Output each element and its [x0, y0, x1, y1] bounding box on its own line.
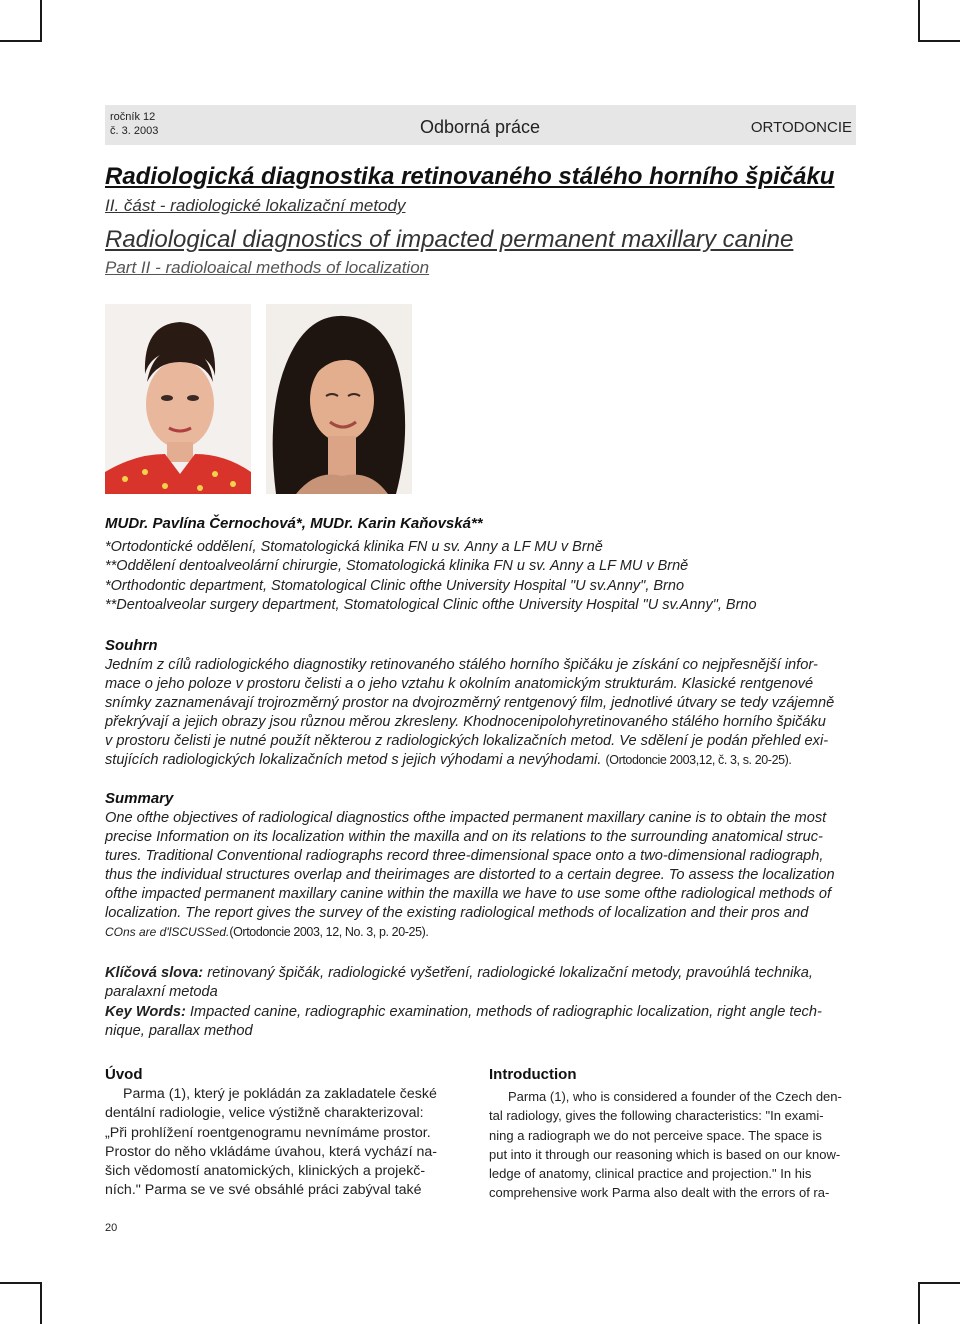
text-line: tal radiology, gives the following characteristics: "In exami- [489, 1108, 824, 1124]
author-photo-2 [266, 304, 412, 494]
keywords-cz-text: retinovaný špičák, radiologické vyšetření, radiologické lokalizační metody, pravoúhlá technika, [203, 965, 813, 981]
text-line: snímky zaznamenávají trojrozměrný prostor na dvojrozměrný rentgenový film, jednotlivé útvary se tedy vzájemně [105, 695, 835, 711]
volume-label: ročník 12 [110, 111, 156, 123]
text-line: „Při prohlížení roentgenogramu nevnímáme prostor. [105, 1124, 431, 1141]
section-label: Odborná práce [419, 117, 541, 137]
text-line: precise Information on its localization within the maxilla and on its relations to the surrounding anatomical struc- [105, 829, 823, 845]
affiliation-4: **Dentoalveolar surgery department, Stomatological Clinic ofthe University Hospital "U sv.Anny", Brno [105, 597, 757, 613]
crop-mark [0, 40, 42, 42]
text-line: mace o jeho poloze v prostoru čelisti a o jeho vztahu k okolním anatomickým strukturám. Klasické rentgenové [105, 676, 814, 692]
article-subtitle-en: Part II - radioloaical methods of localization [105, 258, 430, 277]
summary-text [105, 809, 885, 942]
article-title-en: Radiological diagnostics of impacted permanent maxillary canine [105, 226, 794, 253]
keywords-en-text-cont: nique, parallax method [105, 1023, 253, 1039]
article-subtitle-cz: II. část - radiologické lokalizační metody [105, 196, 406, 215]
souhrn-citation: (Ortodoncie 2003,12, č. 3, s. 20-25). [605, 753, 792, 767]
text-line: stujících radiologických lokalizačních metod s jejich výhodami a nevýhodami. [105, 752, 602, 768]
text-line: COns are d'lSCUSSed. [105, 925, 230, 939]
crop-mark [40, 0, 42, 42]
text-line: localization. The report gives the survey of the existing radiological methods of localization and their pros and [105, 905, 809, 921]
journal-name: ORTODONCIE [750, 119, 852, 136]
summary-heading: Summary [105, 790, 174, 807]
text-line: put into it through our reasoning which is based on our know- [489, 1146, 841, 1162]
summary-citation: (Ortodoncie 2003, 12, No. 3, p. 20-25). [229, 925, 429, 939]
keywords-cz-text-cont: paralaxní metoda [105, 984, 218, 1000]
souhrn-text [105, 656, 885, 770]
crop-mark [40, 1282, 42, 1324]
text-line: Prostor do něho vkládáme úvahou, která vychází na- [105, 1143, 438, 1160]
text-line: comprehensive work Parma also dealt with the errors of ra- [489, 1185, 830, 1201]
text-line: thus the individual structures overlap and theirimages are distorted to a certain degree. To assess the localization [105, 867, 835, 883]
keywords-en-text: Impacted canine, radiographic examination, methods of radiographic localization, right angle tech- [185, 1004, 822, 1020]
text-line: Parma (1), who is considered a founder of the Czech den- [508, 1089, 842, 1104]
crop-mark [918, 1282, 960, 1284]
keywords-en [105, 1003, 885, 1041]
text-line: dentální radiologie, velice výstižně charakterizoval: [105, 1105, 424, 1122]
page-number: 20 [105, 1222, 118, 1234]
text-line: ofthe impacted permanent maxillary canine within the maxilla we have to use some ofthe radiological methods of [105, 886, 832, 902]
uvod-heading: Úvod [105, 1066, 143, 1083]
souhrn-heading: Souhrn [105, 637, 158, 654]
author-photo-1 [105, 304, 251, 494]
text-line: Jedním z cílů radiologického diagnostiky retinovaného stálého horního špičáku je získání co nejpřesnější infor- [105, 657, 818, 673]
uvod-text [105, 1085, 470, 1201]
article-title-cz: Radiologická diagnostika retinovaného stálého horního špičáku [105, 163, 835, 190]
issue-label: č. 3. 2003 [110, 125, 159, 137]
affiliation-2: **Oddělení dentoalveolární chirurgie, Stomatologická klinika FN u sv. Anny a LF MU v Brně [105, 558, 689, 574]
keywords-cz-label: Klíčová slova: [105, 965, 204, 981]
keywords-en-label: Key Words: [105, 1004, 186, 1020]
crop-mark [918, 0, 920, 42]
text-line: šich vědomostí anatomických, klinických a projekč- [105, 1163, 426, 1180]
introduction-heading: Introduction [489, 1066, 577, 1083]
author-list: MUDr. Pavlína Černochová*, MUDr. Karin Kaňovská** [105, 515, 483, 532]
affiliation-1: *Ortodontické oddělení, Stomatologická klinika FN u sv. Anny a LF MU v Brně [105, 539, 603, 555]
keywords-cz [105, 964, 885, 1002]
crop-mark [918, 1282, 920, 1324]
affiliation-3: *Orthodontic department, Stomatological Clinic ofthe University Hospital "U sv.Anny", Brno [105, 578, 685, 594]
text-line: v prostoru čelisti je nutné použít některou z radiologických lokalizačních metod. Ve sdělení je podán přehled exi- [105, 733, 829, 749]
text-line: ledge of anatomy, clinical practice and projection." In his [489, 1166, 812, 1182]
introduction-text [489, 1087, 859, 1203]
text-line: překrývají a jejich obrazy jsou různou měrou zkresleny. Khodnocenipolohyretinovaného stálého horního špičáku [105, 714, 826, 730]
crop-mark [918, 40, 960, 42]
text-line: tures. Traditional Conventional radiographs record three-dimensional space onto a two-dimensional radiograph, [105, 848, 824, 864]
text-line: ních." Parma se ve své obsáhlé práci zabýval také [105, 1182, 422, 1199]
text-line: Parma (1), který je pokládán za zakladatele české [123, 1086, 437, 1102]
text-line: ning a radiograph we do not perceive space. The space is [489, 1127, 822, 1143]
crop-mark [0, 1282, 42, 1284]
text-line: One ofthe objectives of radiological diagnostics ofthe impacted permanent maxillary canine is to obtain the most [105, 810, 827, 826]
